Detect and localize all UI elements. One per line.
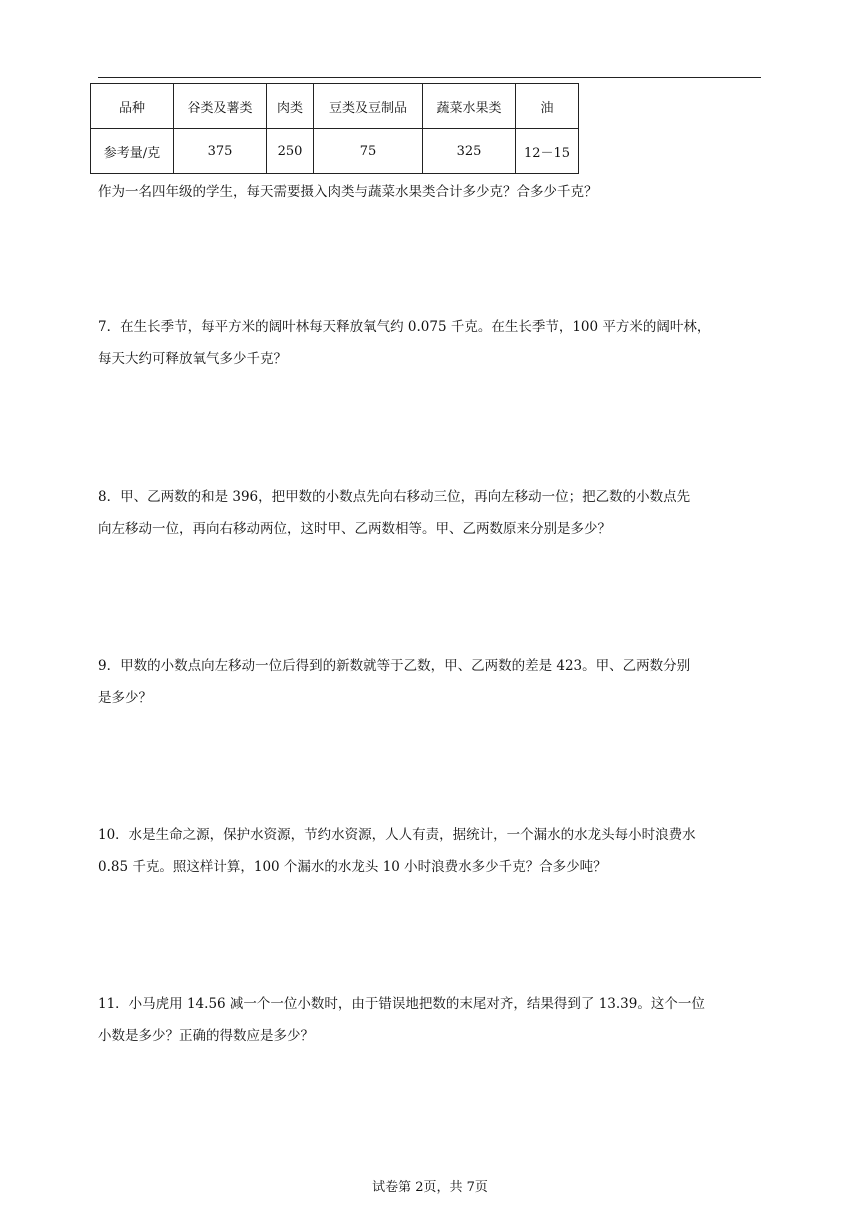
table-cell: 品种 xyxy=(91,84,174,129)
food-reference-table xyxy=(90,83,579,174)
question-line: 10．水是生命之源，保护水资源，节约水资源，人人有责，据统计，一个漏水的水龙头每小时浪费水 xyxy=(98,827,696,843)
table-cell: 肉类 xyxy=(267,84,314,129)
header-rule xyxy=(98,77,761,78)
page-footer: 试卷第 2页，共 7页 xyxy=(372,1180,488,1195)
question-line: 11．小马虎用 14.56 减一个一位小数时，由于错误地把数的末尾对齐，结果得到了 13.39。这个一位 xyxy=(98,996,705,1012)
table-cell: 12－15 xyxy=(516,129,579,174)
question-6-tail: 作为一名四年级的学生，每天需要摄入肉类与蔬菜水果类合计多少克？合多少千克？ xyxy=(98,184,598,200)
question-line: 每天大约可释放氧气多少千克？ xyxy=(98,351,287,367)
table-cell: 谷类及薯类 xyxy=(174,84,267,129)
question-line: 0.85 千克。照这样计算，100 个漏水的水龙头 10 小时浪费水多少千克？合多少吨？ xyxy=(98,859,607,875)
question-10 xyxy=(98,819,768,883)
question-line: 8．甲、乙两数的和是 396，把甲数的小数点先向右移动三位，再向左移动一位；把乙数的小数点先 xyxy=(98,489,691,505)
question-7 xyxy=(98,311,768,375)
table-cell: 250 xyxy=(267,129,314,174)
question-line: 向左移动一位，再向右移动两位，这时甲、乙两数相等。甲、乙两数原来分别是多少？ xyxy=(98,521,611,537)
table-cell: 豆类及豆制品 xyxy=(314,84,423,129)
question-8 xyxy=(98,481,768,545)
question-line: 小数是多少？正确的得数应是多少？ xyxy=(98,1028,314,1044)
question-line: 7．在生长季节，每平方米的阔叶林每天释放氧气约 0.075 千克。在生长季节，100 平方米的阔叶林， xyxy=(98,319,711,335)
table-cell: 375 xyxy=(174,129,267,174)
table-cell: 75 xyxy=(314,129,423,174)
table-cell: 蔬菜水果类 xyxy=(423,84,516,129)
table-row xyxy=(91,129,579,174)
question-11 xyxy=(98,988,768,1052)
question-9 xyxy=(98,650,768,714)
table-cell: 参考量/克 xyxy=(91,129,174,174)
question-line: 9．甲数的小数点向左移动一位后得到的新数就等于乙数，甲、乙两数的差是 423。甲、乙两数分别 xyxy=(98,658,691,674)
table-header-row xyxy=(91,84,579,129)
question-line: 是多少？ xyxy=(98,690,152,706)
table-cell: 油 xyxy=(516,84,579,129)
table-cell: 325 xyxy=(423,129,516,174)
